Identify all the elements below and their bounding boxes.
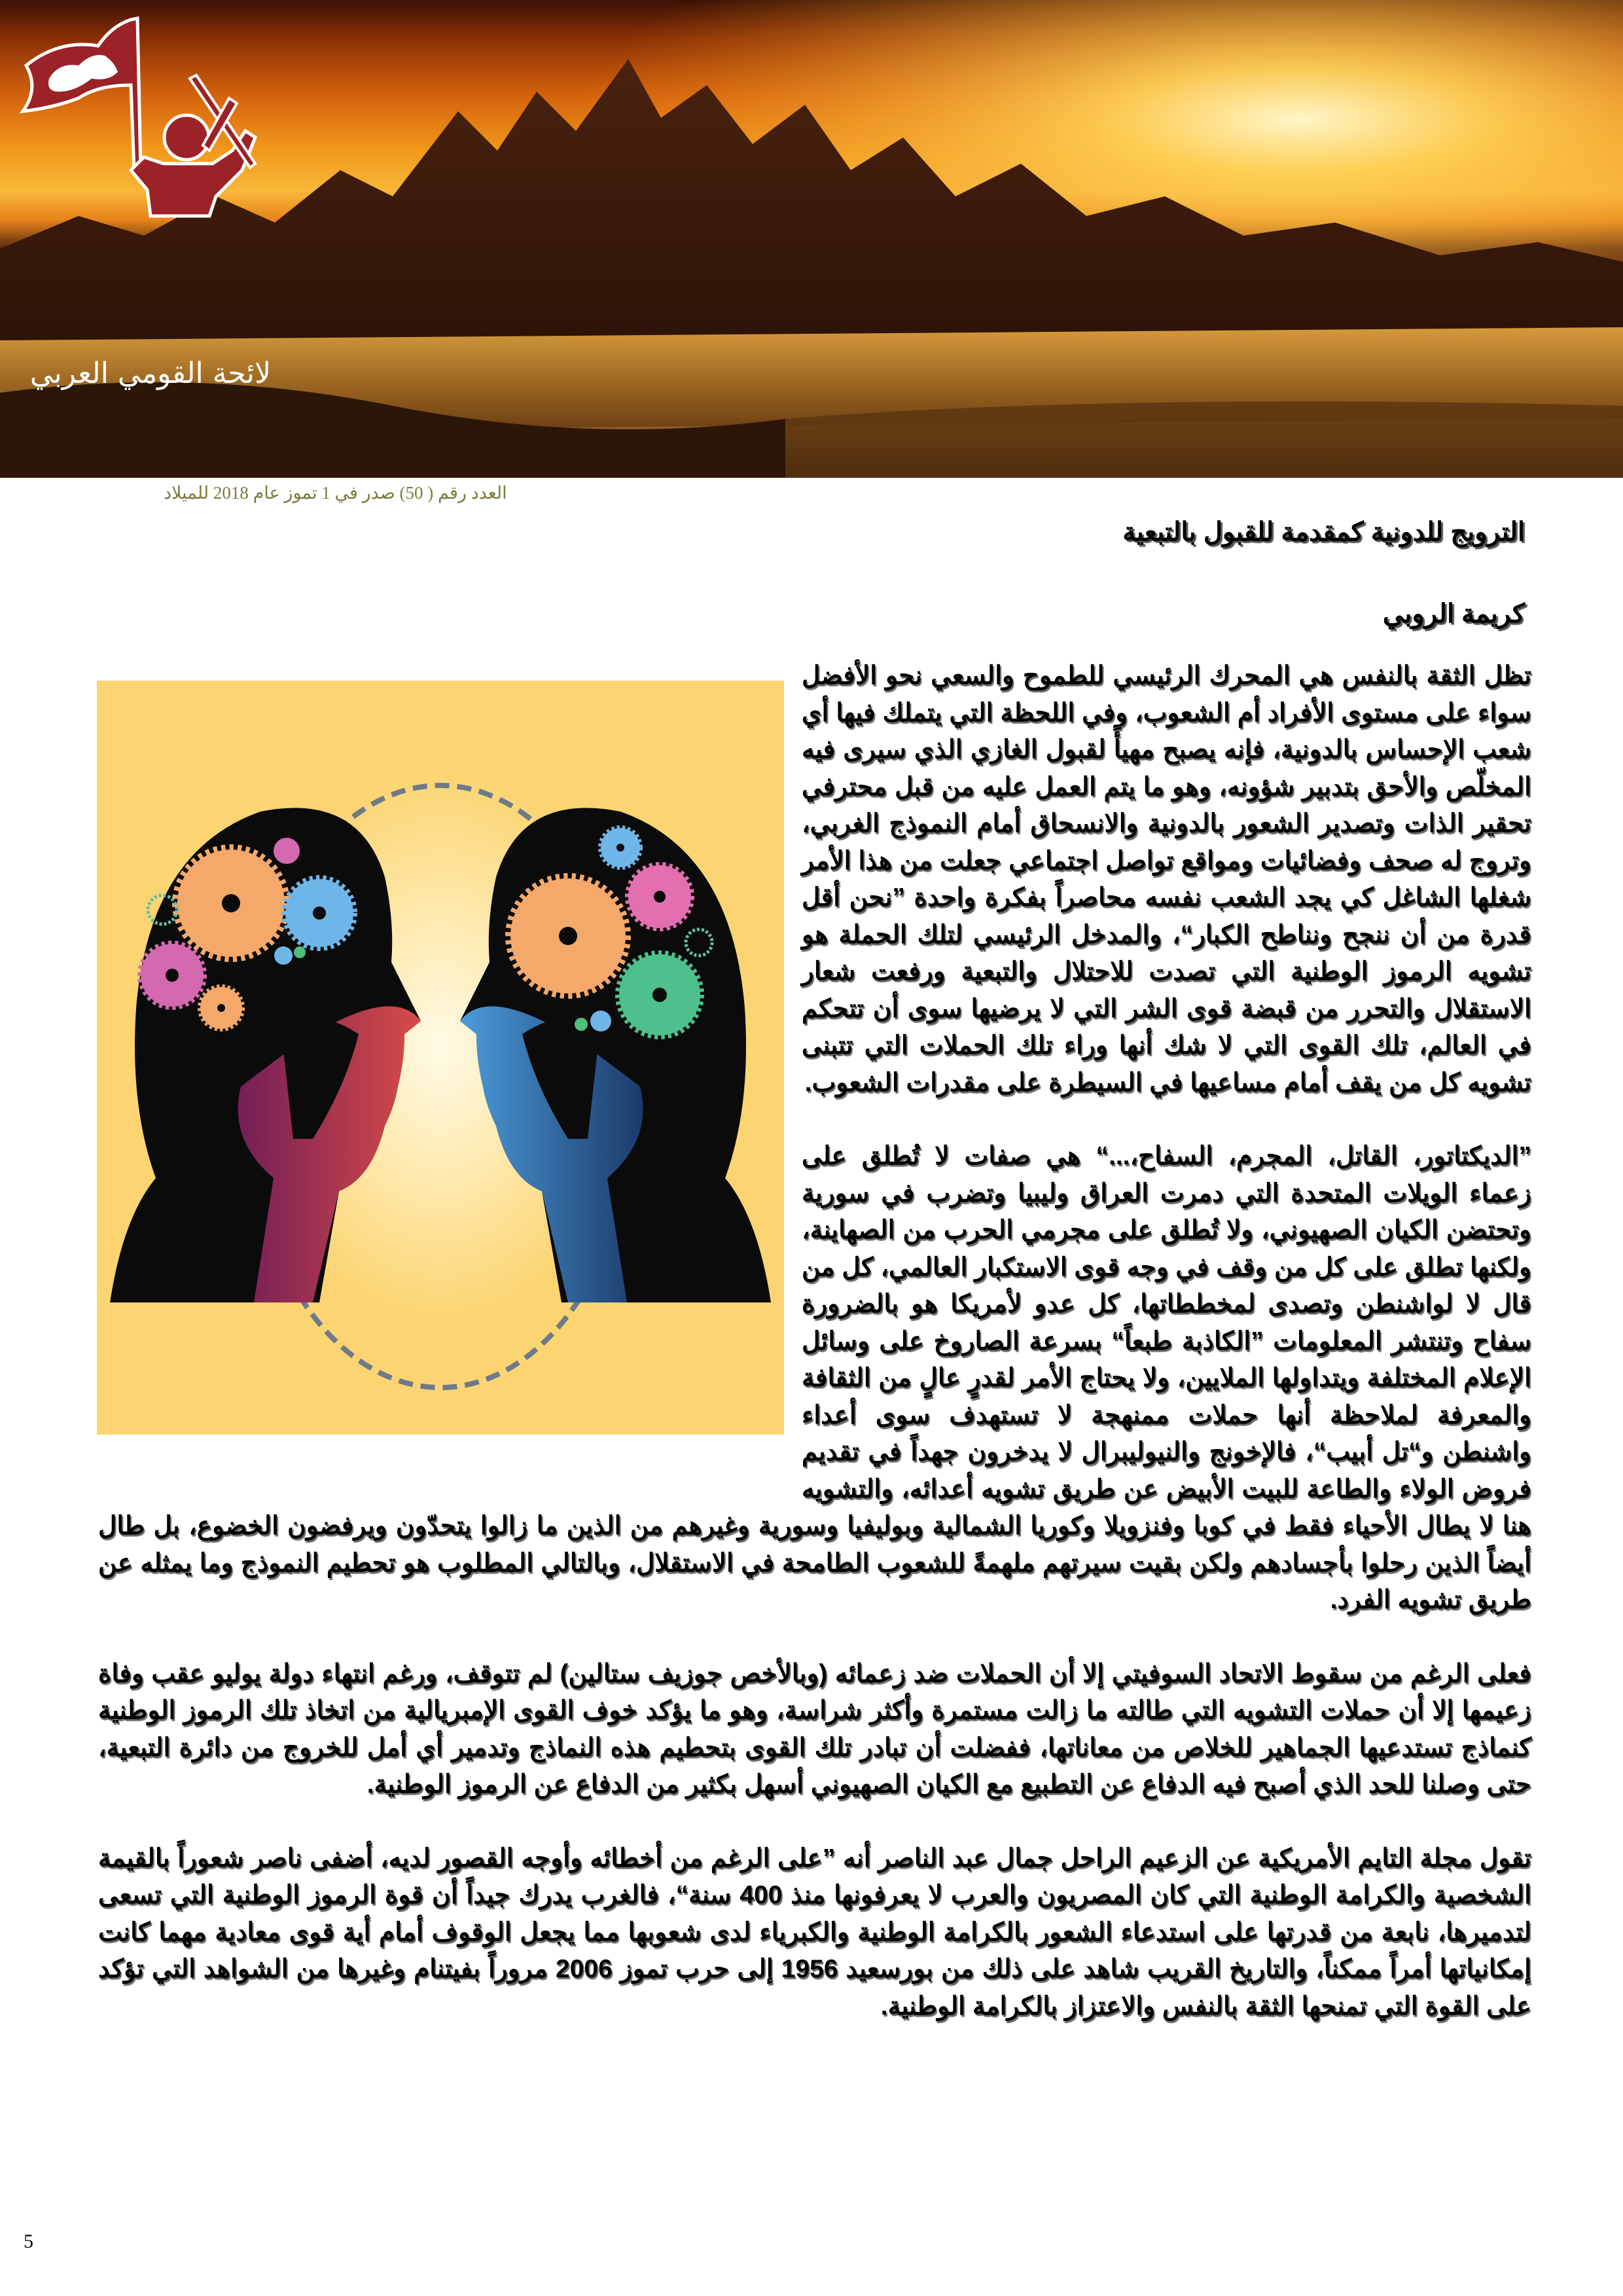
article-body bbox=[98, 658, 1531, 2062]
article-paragraph: فعلى الرغم من سقوط الاتحاد السوفيتي إلا أن الحملات ضد زعمائه (وبالأخص جوزيف ستالين) لم تتوقف، ورغم انتهاء دولة يوليو عقب وفاة زعيمها إلا أن حملات التشويه التي طالته ما زالت مستمرة وأكثر شراسة، وهو ما يؤكد خوف القوى الإمبريالية من اتخاذ تلك الرموز الوطنية كنماذج تستدعيها الجماهير للخلاص من معاناتها، ففضلت أن تبادر تلك القوى بتحطيم هذه النماذج وتدمير أي أمل للخروج من دائرة التبعية، حتى وصلنا للحد الذي أصبح فيه الدفاع عن التطبيع مع الكيان الصهيوني أسهل بكثير من الدفاع عن الرموز الوطنية. bbox=[98, 1659, 1531, 1799]
article-paragraph: تظل الثقة بالنفس هي المحرك الرئيسي للطموح والسعي نحو الأفضل سواء على مستوى الأفراد أم الشعوب، وفي اللحظة التي يتملك فيها أي شعب الإحساس بالدونية، فإنه يصبح مهيأً لقبول الغازي الذي سيرى فيه المخلّص والأحق بتدبير شؤونه، وهو ما يتم العمل عليه من قبل محترفي تحقير الذات وتصدير الشعور بالدونية والانسحاق أمام النموذج الغربي، وتروج له صحف وفضائيات ومواقع تواصل اجتماعي جعلت من هذا الأمر شغلها الشاغل كي يجد الشعب نفسه محاصراً بفكرة واحدة ”نحن أقل قدرة من أن ننجح ونناطح الكبار“، والمدخل الرئيسي لتلك الحملة هو تشويه الرموز الوطنية التي تصدت للاحتلال والتبعية ورفعت شعار الاستقلال والتحرر من قبضة قوى الشر التي لا يرضيها سوى أن تتحكم في العالم، تلك القوى التي لا شك أنها وراء تلك الحملات التي تتبنى تشويه كل من يقف أمام مساعيها في السيطرة على مقدرات الشعوب. bbox=[802, 662, 1531, 1097]
article-author: كريمة الروبي bbox=[1382, 600, 1525, 628]
issue-info: العدد رقم ( 50) صدر في 1 تموز عام 2018 للميلاد bbox=[164, 483, 507, 503]
page-number: 5 bbox=[24, 2231, 33, 2252]
illustration-spacer bbox=[98, 658, 802, 1473]
logo-icon bbox=[0, 0, 275, 262]
logo-text: لائحة القومي العربي bbox=[29, 357, 272, 390]
header-banner bbox=[0, 0, 1623, 478]
article-paragraph: ”الديكتاتور، القاتل، المجرم، السفاح،...“ هي صفات لا تُطلق على زعماء الويلات المتحدة التي دمرت العراق وليبيا وتضرب في سورية وتحتضن الكيان الصهيوني، ولا تُطلق على مجرمي الحرب من الصهاينة، ولكنها تطلق على كل من وقف في وجه قوى الاستكبار العالمي، كل من قال لا لواشنطن وتصدى لمخططاتها، كل عدو لأمريكا هو بالضرورة سفاح وتنتشر المعلومات ”الكاذبة طبعاً“ بسرعة الصاروخ على وسائل الإعلام المختلفة ويتداولها الملايين، ولا يحتاج الأمر لقدرٍ عالٍ من الثقافة والمعرفة لملاحظة أنها حملات ممنهجة لا تستهدف سوى أعداء واشنطن و“تل أبيب“، فالإخونج والنيوليبرال لا يدخرون جهداً في تقديم فروض الولاء والطاعة للبيت الأبيض عن طريق تشويه أعدائه، والتشويه هنا لا يطال الأحياء فقط في كوبا وفنزويلا وكوريا الشمالية وبوليفيا وسورية وغيرهم من الذين ما زالوا يتحدّون ويرفضون الخضوع، بل طال أيضاً الذين رحلوا بأجسادهم ولكن بقيت سيرتهم ملهمةً للشعوب الطامحة في الاستقلال، وبالتالي المطلوب هو تحطيم النموذج وما يمثله عن طريق تشويه الفرد. bbox=[98, 1142, 1531, 1614]
article-title: الترويج للدونية كمقدمة للقبول بالتبعية bbox=[1122, 518, 1525, 547]
article-paragraph: تقول مجلة التايم الأمريكية عن الزعيم الراحل جمال عبد الناصر أنه ”على الرغم من أخطائه وأوجه القصور لديه، أضفى ناصر شعوراً بالقيمة الشخصية والكرامة الوطنية التي كان المصريون والعرب لا يعرفونها منذ 400 سنة“، فالغرب يدرك جيداً أن قوة الرموز الوطنية التي تسعى لتدميرها، نابعة من قدرتها على استدعاء الشعور بالكرامة الوطنية والكبرياء لدى شعوبها مما يجعل الوقوف أمام أية قوى معادية مهما كانت إمكانياتها أمراً ممكناً، والتاريخ القريب شاهد على ذلك من بورسعيد 1956 إلى حرب تموز 2006 مروراً بفيتنام وغيرها من الشواهد التي تؤكد على القوة التي تمنحها الثقة بالنفس والاعتزاز بالكرامة الوطنية. bbox=[98, 1844, 1531, 2020]
